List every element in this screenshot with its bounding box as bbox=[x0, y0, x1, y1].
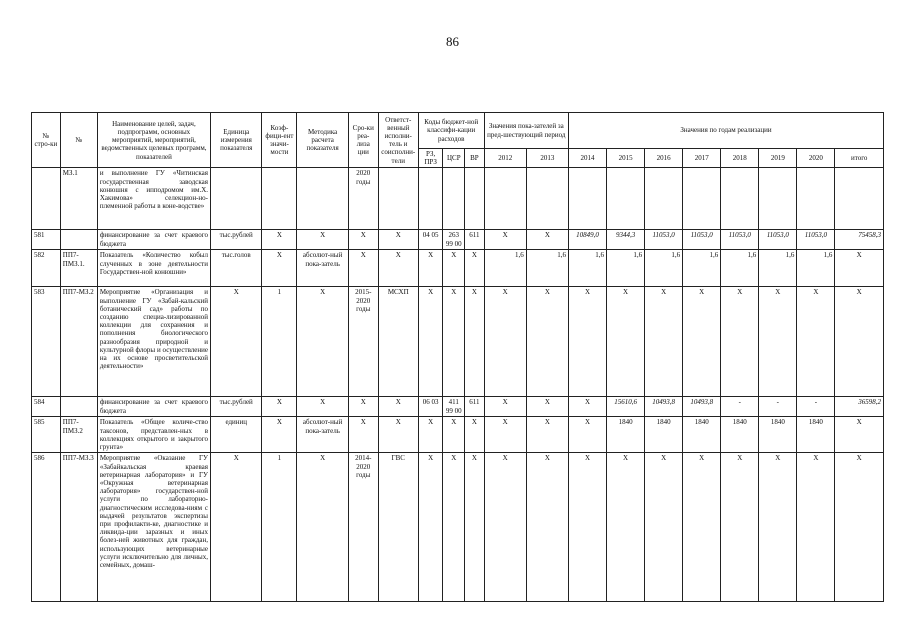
cell-2015: 9344,3 bbox=[607, 230, 645, 250]
cell-2016: 1,6 bbox=[645, 250, 683, 287]
cell-total: X bbox=[835, 417, 884, 453]
cell-2012: X bbox=[484, 417, 526, 453]
header-name: Наименование целей, задач, подпрограмм, основных мероприятий, мероприятий, ведомственных целевых программ, показателей bbox=[97, 113, 210, 168]
cell-2016: 11053,0 bbox=[645, 230, 683, 250]
cell-no bbox=[60, 397, 97, 417]
table-row bbox=[32, 453, 884, 602]
cell-unit: тыс.голов bbox=[211, 250, 262, 287]
cell-2014: 10849,0 bbox=[568, 230, 606, 250]
cell-2020 bbox=[797, 168, 835, 230]
cell-2019: X bbox=[759, 453, 797, 602]
cell-responsible: X bbox=[378, 397, 418, 417]
header-no: № bbox=[60, 113, 97, 168]
table-row bbox=[32, 287, 884, 397]
cell-csr: 411 99 00 bbox=[443, 397, 465, 417]
cell-2020: 11053,0 bbox=[797, 230, 835, 250]
cell-csr: X bbox=[443, 453, 465, 602]
cell-total bbox=[835, 168, 884, 230]
cell-method: X bbox=[297, 453, 348, 602]
cell-line: 586 bbox=[32, 453, 61, 602]
header-csr: ЦСР bbox=[443, 149, 465, 168]
cell-rz: X bbox=[418, 417, 443, 453]
cell-method: абсолют-ный пока-затель bbox=[297, 250, 348, 287]
cell-2017: 1840 bbox=[683, 417, 721, 453]
cell-2013: X bbox=[526, 397, 568, 417]
table-row bbox=[32, 168, 884, 230]
header-year-2015: 2015 bbox=[607, 149, 645, 168]
cell-method bbox=[297, 168, 348, 230]
cell-no: МЗ.1 bbox=[60, 168, 97, 230]
cell-rz: 06 03 bbox=[418, 397, 443, 417]
cell-2020: - bbox=[797, 397, 835, 417]
cell-2014: X bbox=[568, 287, 606, 397]
cell-rz: 04 05 bbox=[418, 230, 443, 250]
cell-line: 582 bbox=[32, 250, 61, 287]
cell-unit: X bbox=[211, 287, 262, 397]
cell-2015: 1,6 bbox=[607, 250, 645, 287]
header-year-2012: 2012 bbox=[484, 149, 526, 168]
header-method: Методика расчета показателя bbox=[297, 113, 348, 168]
cell-rz: X bbox=[418, 250, 443, 287]
cell-total: X bbox=[835, 287, 884, 397]
cell-unit: единиц bbox=[211, 417, 262, 453]
cell-line: 585 bbox=[32, 417, 61, 453]
cell-line bbox=[32, 168, 61, 230]
cell-2018 bbox=[721, 168, 759, 230]
cell-no: ПП7-ПМЗ.2 bbox=[60, 417, 97, 453]
cell-coef: X bbox=[262, 230, 297, 250]
cell-vr bbox=[465, 168, 485, 230]
cell-line: 584 bbox=[32, 397, 61, 417]
cell-2019: 1,6 bbox=[759, 250, 797, 287]
cell-name: Показатель «Общее количе-ство таксонов, представлен-ных в коллекциях открытого и закрытого грунта» bbox=[97, 417, 210, 453]
cell-2014: X bbox=[568, 417, 606, 453]
header-unit: Единица измерения показателя bbox=[211, 113, 262, 168]
cell-method: X bbox=[297, 230, 348, 250]
cell-2020: 1,6 bbox=[797, 250, 835, 287]
cell-coef: 1 bbox=[262, 287, 297, 397]
cell-responsible: X bbox=[378, 230, 418, 250]
cell-no: ПП7-ПМЗ.1. bbox=[60, 250, 97, 287]
cell-method: X bbox=[297, 287, 348, 397]
header-rz: РЗ, ПРЗ bbox=[418, 149, 443, 168]
table-row bbox=[32, 250, 884, 287]
cell-2012: X bbox=[484, 287, 526, 397]
header-year-2013: 2013 bbox=[526, 149, 568, 168]
cell-2020: 1840 bbox=[797, 417, 835, 453]
cell-coef: X bbox=[262, 397, 297, 417]
cell-term: X bbox=[348, 417, 378, 453]
cell-csr: X bbox=[443, 250, 465, 287]
header-year-2019: 2019 bbox=[759, 149, 797, 168]
cell-2013: 1,6 bbox=[526, 250, 568, 287]
cell-2019: 11053,0 bbox=[759, 230, 797, 250]
cell-no bbox=[60, 230, 97, 250]
cell-total: X bbox=[835, 453, 884, 602]
cell-term: 2020 годы bbox=[348, 168, 378, 230]
cell-responsible: ГВС bbox=[378, 453, 418, 602]
cell-csr: X bbox=[443, 417, 465, 453]
indicators-table bbox=[31, 112, 884, 602]
cell-2013 bbox=[526, 168, 568, 230]
cell-method: абсолют-ный пока-затель bbox=[297, 417, 348, 453]
cell-2017: 11053,0 bbox=[683, 230, 721, 250]
cell-2020: X bbox=[797, 287, 835, 397]
cell-responsible: МСХП bbox=[378, 287, 418, 397]
cell-2015: 1840 bbox=[607, 417, 645, 453]
cell-term: 2015-2020 годы bbox=[348, 287, 378, 397]
cell-rz: X bbox=[418, 287, 443, 397]
cell-term: X bbox=[348, 250, 378, 287]
cell-total: X bbox=[835, 250, 884, 287]
cell-2014: 1,6 bbox=[568, 250, 606, 287]
cell-name: финансирование за счет краевого бюджета bbox=[97, 397, 210, 417]
table-row bbox=[32, 397, 884, 417]
header-term: Сро-ки реа-лиза ции bbox=[348, 113, 378, 168]
header-budget-codes: Коды бюджет-ной классифи-кации расходов bbox=[418, 113, 484, 149]
cell-2015: X bbox=[607, 453, 645, 602]
cell-name: Показатель «Количество кобыл слученных в зоне деятельности Государствен-ной конюшни» bbox=[97, 250, 210, 287]
cell-coef bbox=[262, 168, 297, 230]
cell-vr: 611 bbox=[465, 397, 485, 417]
cell-2017: X bbox=[683, 287, 721, 397]
cell-vr: X bbox=[465, 250, 485, 287]
cell-2018: 1840 bbox=[721, 417, 759, 453]
cell-2013: X bbox=[526, 453, 568, 602]
cell-unit: тыс.рублей bbox=[211, 397, 262, 417]
cell-unit bbox=[211, 168, 262, 230]
cell-2017: 1,6 bbox=[683, 250, 721, 287]
cell-2018: 11053,0 bbox=[721, 230, 759, 250]
cell-no: ПП7-МЗ.2 bbox=[60, 287, 97, 397]
cell-2016: X bbox=[645, 453, 683, 602]
cell-2018: X bbox=[721, 453, 759, 602]
cell-responsible: X bbox=[378, 417, 418, 453]
cell-2019: 1840 bbox=[759, 417, 797, 453]
header-year-2017: 2017 bbox=[683, 149, 721, 168]
cell-2013: X bbox=[526, 287, 568, 397]
cell-rz: X bbox=[418, 453, 443, 602]
cell-2016: X bbox=[645, 287, 683, 397]
page-number: 86 bbox=[446, 34, 459, 49]
cell-csr: X bbox=[443, 287, 465, 397]
header-year-2018: 2018 bbox=[721, 149, 759, 168]
cell-name: и выполнение ГУ «Читинская государственная заводская конюшня с ипподромом им.Х. Хакимова» селекцион-но-племенной работы в коне-водстве» bbox=[97, 168, 210, 230]
cell-no: ПП7-МЗ.3 bbox=[60, 453, 97, 602]
cell-rz bbox=[418, 168, 443, 230]
header-year-2016: 2016 bbox=[645, 149, 683, 168]
cell-2016: 1840 bbox=[645, 417, 683, 453]
cell-csr: 263 99 00 bbox=[443, 230, 465, 250]
cell-2014 bbox=[568, 168, 606, 230]
cell-2019 bbox=[759, 168, 797, 230]
cell-2013: X bbox=[526, 230, 568, 250]
cell-vr: X bbox=[465, 287, 485, 397]
cell-2012: X bbox=[484, 453, 526, 602]
cell-2016: 10493,8 bbox=[645, 397, 683, 417]
cell-2017: 10493,8 bbox=[683, 397, 721, 417]
header-responsible: Ответст-венный исполни-тель и соисполни-тели bbox=[378, 113, 418, 168]
header-line-no: № стро-ки bbox=[32, 113, 61, 168]
cell-method: X bbox=[297, 397, 348, 417]
cell-name: финансирование за счет краевого бюджета bbox=[97, 230, 210, 250]
cell-coef: X bbox=[262, 250, 297, 287]
cell-vr: X bbox=[465, 417, 485, 453]
table-row bbox=[32, 417, 884, 453]
cell-2012 bbox=[484, 168, 526, 230]
cell-total: 36598,2 bbox=[835, 397, 884, 417]
header-coef: Коэф-фици-ент значи-мости bbox=[262, 113, 297, 168]
cell-2014: X bbox=[568, 453, 606, 602]
cell-unit: X bbox=[211, 453, 262, 602]
cell-2020: X bbox=[797, 453, 835, 602]
cell-total: 75458,3 bbox=[835, 230, 884, 250]
cell-term: 2014-2020 годы bbox=[348, 453, 378, 602]
cell-2015: 15610,6 bbox=[607, 397, 645, 417]
cell-2019: - bbox=[759, 397, 797, 417]
header-year-2020: 2020 bbox=[797, 149, 835, 168]
header-vr: ВР bbox=[465, 149, 485, 168]
cell-2015 bbox=[607, 168, 645, 230]
header-total: итого bbox=[835, 149, 884, 168]
cell-line: 583 bbox=[32, 287, 61, 397]
cell-csr bbox=[443, 168, 465, 230]
cell-2015: X bbox=[607, 287, 645, 397]
cell-vr: X bbox=[465, 453, 485, 602]
table-row bbox=[32, 230, 884, 250]
cell-2018: 1,6 bbox=[721, 250, 759, 287]
cell-2019: X bbox=[759, 287, 797, 397]
cell-term: X bbox=[348, 230, 378, 250]
cell-2013: X bbox=[526, 417, 568, 453]
header-years-values: Значения по годам реализации bbox=[568, 113, 883, 149]
cell-2012: X bbox=[484, 397, 526, 417]
cell-2018: X bbox=[721, 287, 759, 397]
cell-2017 bbox=[683, 168, 721, 230]
cell-2012: X bbox=[484, 230, 526, 250]
cell-term: X bbox=[348, 397, 378, 417]
header-year-2014: 2014 bbox=[568, 149, 606, 168]
cell-2014: X bbox=[568, 397, 606, 417]
cell-2018: - bbox=[721, 397, 759, 417]
cell-2017: X bbox=[683, 453, 721, 602]
cell-line: 581 bbox=[32, 230, 61, 250]
header-prev-values: Значения пока-зателей за пред-шествующий период bbox=[484, 113, 568, 149]
cell-coef: 1 bbox=[262, 453, 297, 602]
cell-responsible bbox=[378, 168, 418, 230]
cell-unit: тыс.рублей bbox=[211, 230, 262, 250]
cell-2016 bbox=[645, 168, 683, 230]
cell-name: Мероприятие «Оказание ГУ «Забайкальская краевая ветеринарная лаборатория» и ГУ «Окружная ветеринарная лаборатория» государствен-ной услуги по лабораторно-диагностическим исследова-ниям с выдачей результатов экспертизы при профилакти-ке, диагностике и ликвида-ции заразных и иных болез-ней животных для граждан, использующих ветеринарные услуги исключительно для личных, семейных, домаш- bbox=[97, 453, 210, 602]
cell-coef: X bbox=[262, 417, 297, 453]
cell-responsible: X bbox=[378, 250, 418, 287]
cell-name: Мероприятие «Организация и выполнение ГУ «Забай-кальский ботанический сад» работы по созданию специа-лизированной коллекции для сохранения и пополнения биологического разнообразия природной и культурной флоры и осуществление на их основе просветительской деятельности» bbox=[97, 287, 210, 397]
cell-vr: 611 bbox=[465, 230, 485, 250]
cell-2012: 1,6 bbox=[484, 250, 526, 287]
